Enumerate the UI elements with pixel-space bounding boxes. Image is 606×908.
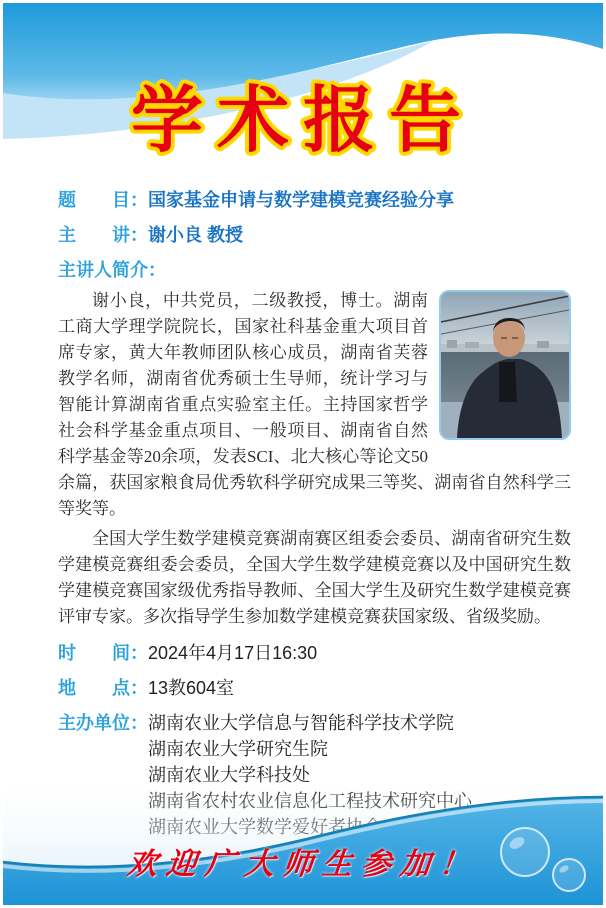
time-label: 时 间： [58,643,148,663]
topic-row [58,187,571,213]
photo-person-shirt [499,362,517,402]
time-value: 2024年4月17日16:30 [148,643,318,663]
host-label: 主办单位： [58,713,148,733]
time-row [58,640,571,666]
page-title: 学术报告 [130,81,476,161]
place-label: 地 点： [58,678,148,698]
topic-value: 国家基金申请与数学建模竞赛经验分享 [148,190,454,210]
poster-title-area [3,65,603,175]
photo-building [447,340,457,348]
speaker-row [58,222,571,248]
bio-paragraph-2: 全国大学生数学建模竞赛湖南赛区组委会委员、湖南省研究生数学建模竞赛组委会委员，全国大学生数学建模竞赛以及中国研究生数学建模竞赛国家级优秀指导教师、全国大学生及研究生数学建模竞赛评审专家。多次指导学生参加数学建模竞赛获国家级、省级奖励。 [58,529,571,626]
poster-body [58,187,571,840]
speaker-label: 主 讲： [58,225,148,245]
bio-paragraph-1: 谢小良，中共党员，二级教授，博士。湖南工商大学理学院院长，国家社科基金重大项目首席专家，黄大年教师团队核心成员，湖南省芙蓉教学名师，湖南省优秀硕士生导师，统计学习与智能计算湖南省重点实验室主任。主持国家哲学社会科学基金重点项目、一般项目、湖南省自然科学基金等20余项，发表SCI、北大核心等论文50余篇，获国家粮食局优秀软科学研究成果三等奖、湖南省自然科学三等奖等。 [58,291,571,518]
speaker-photo [439,290,571,440]
place-value: 13教604室 [148,678,235,698]
photo-building [537,341,549,348]
speaker-intro-heading: 主讲人简介： [58,260,166,280]
welcome-message: 欢迎广大师生参加！ [125,848,480,881]
topic-label: 题 目： [58,190,148,210]
speaker-value: 谢小良 教授 [148,225,244,245]
bio-section [58,288,571,526]
place-row [58,675,571,701]
host-value-2: 湖南农业大学研究生院 [148,739,328,759]
host-value-1: 湖南农业大学信息与智能科学技术学院 [148,713,454,733]
host-row [58,710,571,736]
photo-building [465,342,479,348]
